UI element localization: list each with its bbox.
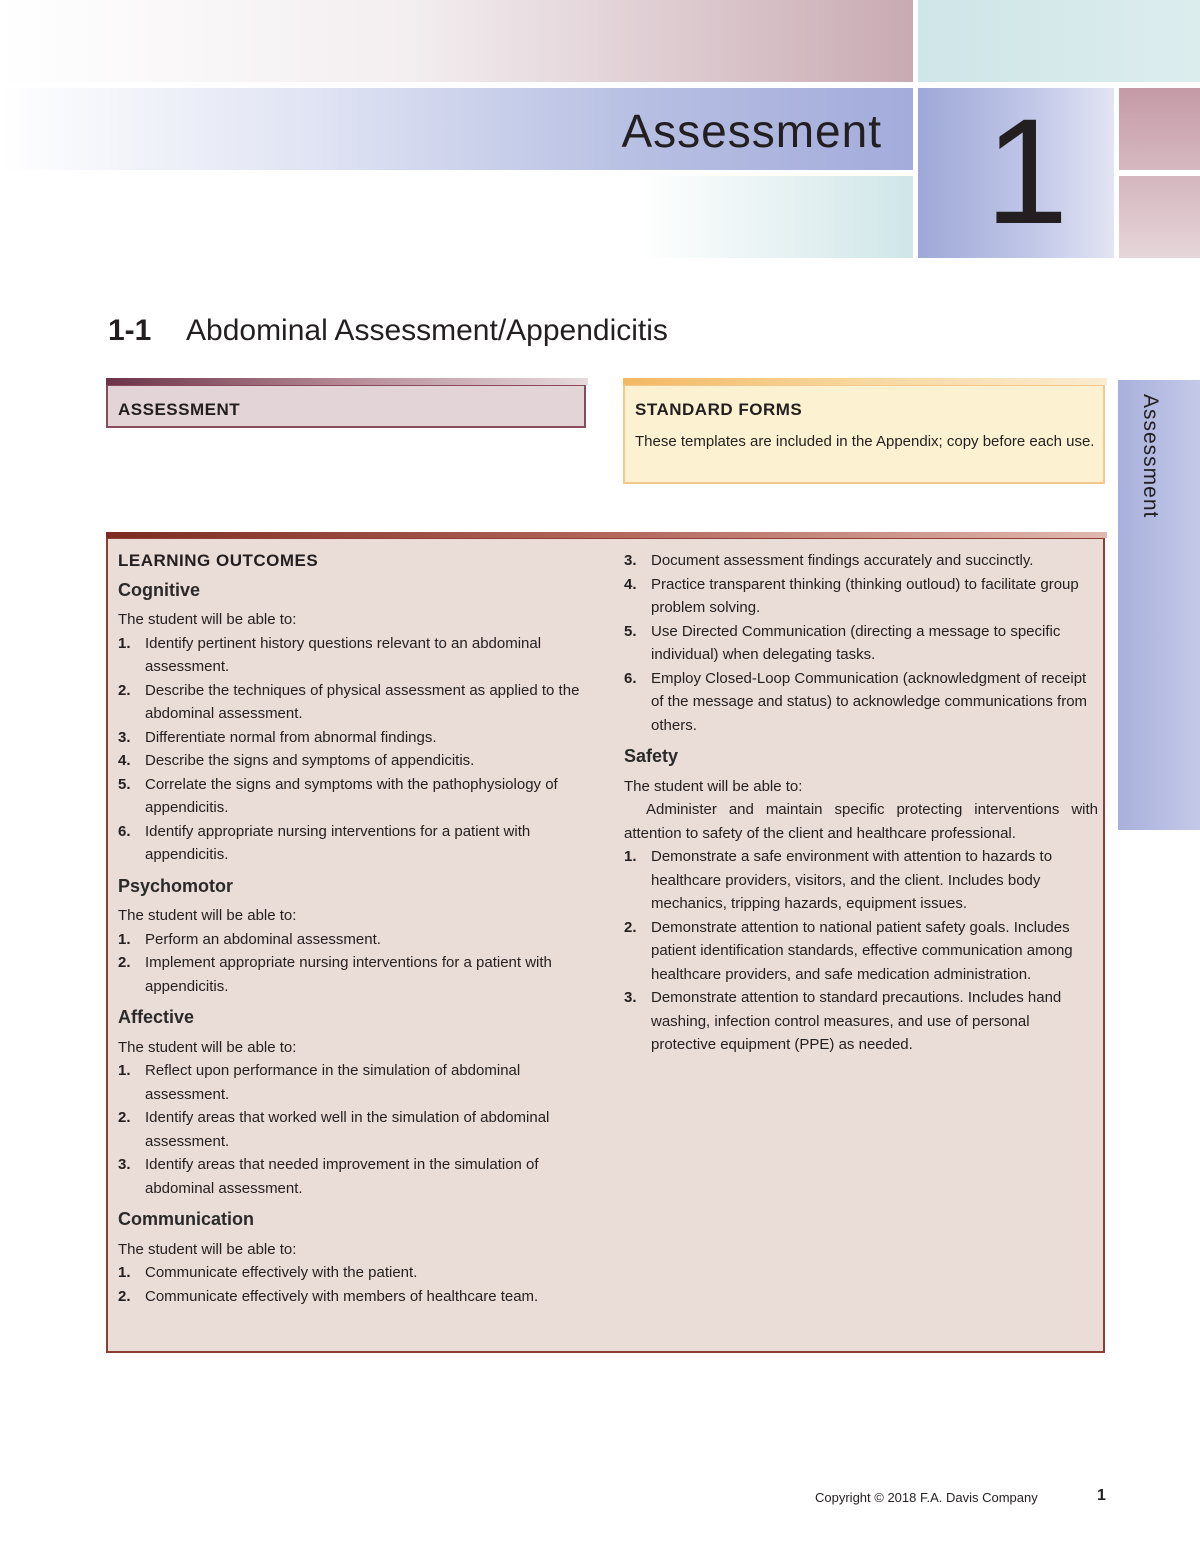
affective-list	[118, 1059, 584, 1200]
list-item: 2. Communicate effectively with members of healthcare team.	[118, 1287, 539, 1305]
list-item: 6. Employ Closed-Loop Communication (acknowledgment of receipt of the message and status) to acknowledge communications from others.	[624, 669, 1088, 734]
affective-heading: Affective	[118, 1007, 195, 1027]
section-heading	[108, 314, 668, 348]
assessment-box	[106, 384, 586, 428]
affective-intro: The student will be able to:	[118, 1038, 297, 1056]
communication-list-continued	[624, 549, 1098, 737]
chapter-number: 1	[985, 87, 1069, 255]
safety-list	[624, 845, 1098, 1057]
communication-intro: The student will be able to:	[118, 1240, 297, 1258]
list-item: 4. Describe the signs and symptoms of appendicitis.	[118, 752, 475, 769]
list-item: 3. Document assessment findings accurately and succinctly.	[624, 552, 1034, 569]
list-item: 4. Practice transparent thinking (thinking outloud) to facilitate group problem solving.	[624, 575, 1079, 616]
standard-forms-text: These templates are included in the Appendix; copy before each use.	[635, 433, 1095, 450]
side-tab-label: Assessment	[1139, 394, 1162, 519]
psychomotor-list	[118, 928, 584, 999]
list-item: 2. Identify areas that worked well in the simulation of abdominal assessment.	[118, 1109, 550, 1150]
learning-outcomes-left-column	[118, 549, 584, 1312]
list-item: 5. Use Directed Communication (directing a message to specific individual) when delegating tasks.	[624, 622, 1061, 663]
psychomotor-heading: Psychomotor	[118, 875, 234, 896]
cognitive-heading: Cognitive	[118, 579, 201, 600]
list-item: 2. Implement appropriate nursing interventions for a patient with appendicitis.	[118, 954, 552, 995]
list-item: 6. Identify appropriate nursing interventions for a patient with appendicitis.	[118, 822, 531, 863]
assessment-label: ASSESSMENT	[118, 400, 241, 419]
section-title: Abdominal Assessment/Appendicitis	[186, 314, 668, 347]
standard-forms-title: STANDARD FORMS	[635, 400, 803, 419]
learning-outcomes-box	[106, 537, 1105, 1353]
section-number: 1-1	[108, 314, 152, 347]
header-band-bottom	[0, 176, 913, 258]
header-square-bottom	[1119, 176, 1200, 258]
list-item: 1. Demonstrate a safe environment with attention to hazards to healthcare providers, visitors, and the client. Includes body mechanics, tripping hazards, equipment issues.	[624, 848, 1053, 912]
list-item: 5. Correlate the signs and symptoms with the pathophysiology of appendicitis.	[118, 775, 558, 816]
standard-forms-box	[623, 384, 1105, 484]
chapter-title: Assessment	[621, 105, 882, 157]
cognitive-intro: The student will be able to:	[118, 611, 297, 628]
list-item: 2. Demonstrate attention to national patient safety goals. Includes patient identification standards, effective communication among healthcare providers, and safe medication administration.	[624, 918, 1073, 983]
list-item: 1. Perform an abdominal assessment.	[118, 930, 381, 948]
communication-heading: Communication	[118, 1209, 255, 1229]
header-band-top-right	[918, 0, 1200, 82]
safety-paragraph: Administer and maintain specific protecting interventions with attention to safety of the client and healthcare professional.	[624, 801, 1098, 842]
learning-outcomes-title: LEARNING OUTCOMES	[118, 551, 319, 570]
page-number: 1	[1097, 1487, 1106, 1504]
header-square-top	[1119, 88, 1200, 170]
safety-intro: The student will be able to:	[624, 777, 803, 795]
list-item: 3. Differentiate normal from abnormal findings.	[118, 728, 437, 746]
cognitive-list	[118, 632, 584, 867]
safety-heading: Safety	[624, 746, 679, 766]
list-item: 1. Reflect upon performance in the simulation of abdominal assessment.	[118, 1062, 521, 1103]
list-item: 1. Communicate effectively with the patient.	[118, 1264, 418, 1281]
learning-outcomes-right-column	[624, 549, 1098, 1061]
list-item: 3. Identify areas that needed improvement in the simulation of abdominal assessment.	[118, 1156, 539, 1197]
psychomotor-intro: The student will be able to:	[118, 907, 297, 924]
list-item: 3. Demonstrate attention to standard precautions. Includes hand washing, infection control measures, and use of personal protective equipment (PPE) as needed.	[624, 989, 1062, 1053]
list-item: 2. Describe the techniques of physical assessment as applied to the abdominal assessment.	[118, 681, 580, 722]
header-band-top	[0, 0, 913, 82]
communication-list	[118, 1261, 584, 1308]
footer-copyright: Copyright © 2018 F.A. Davis Company	[815, 1490, 1038, 1505]
list-item: 1. Identify pertinent history questions relevant to an abdominal assessment.	[118, 634, 542, 675]
